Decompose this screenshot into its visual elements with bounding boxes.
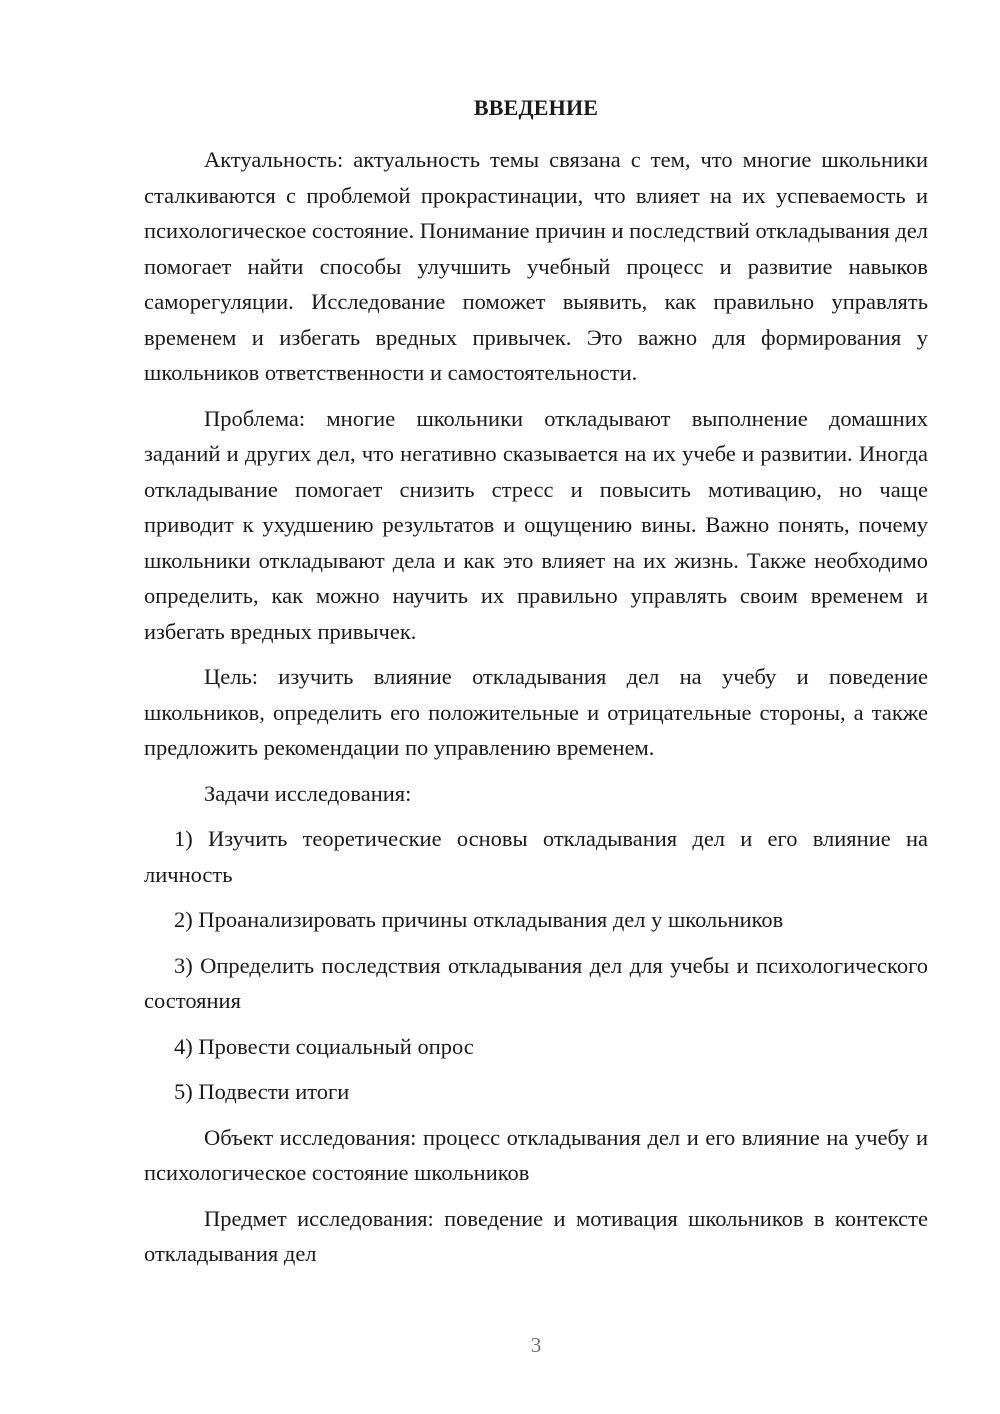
- page-title: ВВЕДЕНИЕ: [473, 95, 599, 120]
- task-item-2: 2) Проанализировать причины откладывания дел у школьников: [174, 907, 784, 932]
- paragraph-problem: Проблема: многие школьники откладывают выполнение домашних заданий и других дел, что негативно сказывается на их учебе и развитии. Иногда откладывание помогает снизить стресс и повысить мотивацию, но чаще приводит к ухудшению результатов и ощущению вины. Важно понять, почему школьники откладывают дела и как это влияет на их жизнь. Также необходимо определить, как можно научить их правильно управлять своим временем и избегать вредных привычек.: [144, 405, 928, 644]
- document-body: [144, 142, 928, 1272]
- task-item-5: 5) Подвести итоги: [174, 1079, 350, 1104]
- paragraph-subject: Предмет исследования: поведение и мотивация школьников в контексте откладывания дел: [144, 1205, 928, 1266]
- tasks-heading: Задачи исследования:: [204, 780, 412, 806]
- paragraph-relevance: Актуальность: актуальность темы связана с тем, что многие школьники сталкиваются с проблемой прокрастинации, что влияет на их успеваемость и психологическое состояние. Понимание причин и последствий откладывания дел помогает найти способы улучшить учебный процесс и развитие навыков саморегуляции. Исследование поможет выявить, как правильно управлять временем и избегать вредных привычек. Это важно для формирования у школьников ответственности и самостоятельности.: [144, 147, 928, 385]
- task-item-1: 1) Изучить теоретические основы откладывания дел и его влияние на личность: [144, 826, 928, 887]
- paragraph-goal: Цель: изучить влияние откладывания дел на учебу и поведение школьников, определить его положительные и отрицательные стороны, а также предложить рекомендации по управлению временем.: [144, 664, 928, 760]
- paragraph-object: Объект исследования: процесс откладывания дел и его влияние на учебу и психологическое состояние школьников: [144, 1124, 928, 1185]
- task-item-4: 4) Провести социальный опрос: [174, 1033, 474, 1059]
- page-number: 3: [530, 1333, 542, 1357]
- task-item-3: 3) Определить последствия откладывания дел для учебы и психологического состояния: [144, 952, 928, 1013]
